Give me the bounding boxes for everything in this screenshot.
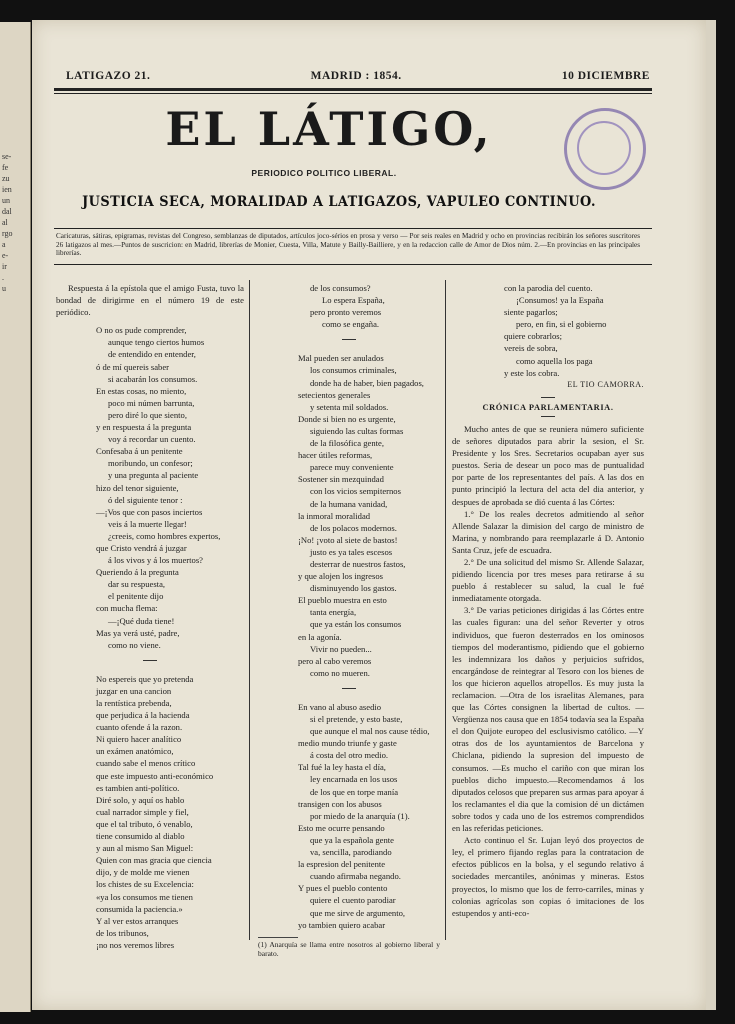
verse-line: pero diré lo que siento, [108,409,187,420]
verse-line: pero pronto veremos [310,307,382,318]
verse-line: con los vicios sempiternos [310,486,401,497]
verse-line: desterrar de nuestros fastos, [310,558,406,569]
verse-line: ¡Consumos! ya la España [516,295,604,306]
verse-line: Sostener sin mezquindad [298,474,384,485]
verse-line: con mucha flema: [96,603,158,614]
verse-line: cuando sabe el menos crítico [96,758,196,769]
left-page-fragment: rgo [2,229,13,238]
verse-line: donde ha de haber, bien pagados, [310,377,424,388]
place-date: MADRID : 1854. [310,70,402,82]
verse-line: dijo, y de molde me vienen [96,867,190,878]
verse-line: Y pues el pueblo contento [298,883,388,894]
verse-line: en la agonía. [298,631,342,642]
column-1-stanza-2 [56,673,244,951]
column-2 [258,282,440,958]
verse-line: va, sencilla, parodiando [310,847,392,858]
left-page-fragment: ien [2,185,12,194]
verse-line: que Cristo vendrá á juzgar [96,542,187,553]
verse-line: poco mi númen barrunta, [108,397,195,408]
column-2-stanza-3 [258,701,440,931]
column-3-stanza [452,282,644,379]
left-page-fragment: . [2,273,4,282]
verse-line: de los que en torpe manía [310,786,399,797]
header-rule-thick [54,88,652,91]
verse-line: y en respuesta á la pregunta [96,422,192,433]
verse-line: de entendido en entender, [108,349,196,360]
separator [541,416,555,417]
author-signature: EL TIO CAMORRA. [567,379,644,389]
verse-line: el penitente dijo [108,591,164,602]
header-rule-thin [54,93,652,94]
column-3 [452,282,644,919]
verse-line: ¡No! ¡voto al siete de bastos! [298,534,398,545]
issue-day: 10 DICIEMBRE [561,70,650,82]
left-page-fragment: u [2,284,6,293]
verse-line: con la parodia del cuento. [504,283,593,293]
verse-line: Ni quiero hacer analítico [96,734,182,745]
left-page-fragment: se- [2,152,12,161]
verse-line: juzgar en una cancion [96,685,172,696]
verse-line: si el pretende, y esto baste, [310,714,403,724]
verse-line: de los consumos? [310,283,371,293]
column-1-intro: Respuesta á la epístola que el amigo Fusta, tuvo la bondad de dirigirme en el número 19 de este periódico. [56,283,244,318]
left-page-fragment: e- [2,251,9,260]
verse-line: pero al cabo veremos [298,655,372,666]
issue-number: LATIGAZO 21. [66,70,151,82]
column-2-stanza-2 [258,352,440,679]
verse-line: parece muy conveniente [310,462,394,473]
verse-line: que ya la española gente [310,834,394,845]
column-1-stanza-1 [56,324,244,651]
verse-line: como no viene. [108,639,161,650]
chronicle-paragraph-3: 2.° De una solicitud del mismo Sr. Allende Salazar, pidiendo licencia por tres meses para retirarse á su pueblo á restablecer su salud, la cual le fué inmediatamente otorgada. [452,556,644,604]
verse-line: voy á recordar un cuento. [108,434,196,445]
verse-line: cuanto ofende á la razon. [96,722,183,733]
newspaper-title: EL LÁTIGO, [165,102,493,156]
masthead-meta [66,70,650,82]
separator [342,688,356,689]
verse-line: Queriendo á la pregunta [96,567,179,578]
verse-line: tiene consumido al diablo [96,831,185,842]
verse-line: Quien con mas gracia que ciencia [96,855,212,866]
verse-line: vereis de sobra, [504,343,558,354]
separator [342,339,356,340]
verse-line: la espresion del penitente [298,859,386,870]
verse-line: á costa del otro medio. [310,750,389,761]
verse-line: setecientos generales [298,389,371,400]
verse-line: yo tambien quiero acabar [298,919,386,930]
verse-line: dar su respuesta, [108,579,166,590]
newspaper-subtitle: PERIODICO POLITICO LIBERAL. [251,168,397,178]
verse-line: y setenta mil soldados. [310,401,389,412]
verse-line: ley encarnada en los usos [310,774,398,785]
verse-line: No espereis que yo pretenda [96,673,194,684]
verse-line: que el tal tributo, ó venablo, [96,818,193,829]
verse-line: Lo espera España, [322,295,385,306]
verse-line: cuando afirmaba negando. [310,871,401,882]
verse-line: moribundo, un confesor; [108,458,193,469]
verse-line: —¡Vos que con pasos inciertos [96,506,203,517]
verse-line: ¿creeis, como hombres expertos, [108,530,221,541]
verse-line: los chistes de su Excelencia: [96,879,194,890]
subscription-notice: Caricaturas, sátiras, epigramas, revistas del Congreso, semblanzas de diputados, artículos joco-sérios en prosa y verso — Por seis reales en Madrid y ocho en provincias recibirán los señores suscritores 26 latigazos al mes.—Puntos de suscricion: en Madrid, librerías de Monier, Cuesta, Villa, Matute y Bailly-Bailliere, y en la redaccion calle de Amor de Dios núm. 2.—En provincias en las principales librerías. [56,232,640,258]
verse-line: ó de mí quereis saber [96,361,170,372]
verse-line: los consumos criminales, [310,365,397,376]
verse-line: y una pregunta al paciente [108,470,199,481]
verse-line: medio mundo triunfe y gaste [298,738,397,749]
verse-line: consumida la paciencia.» [96,903,183,914]
left-page-fragment: al [2,218,8,227]
footnote-rule [258,937,298,938]
verse-line: «ya los consumos me tienen [96,891,193,902]
verse-line: ó del siguiente tenor : [108,494,183,505]
verse-line: Y al ver estos arranques [96,915,179,926]
verse-line: tanta energía, [310,607,357,618]
verse-line: Vivir no pueden... [310,643,372,654]
verse-line: que este impuesto anti-económico [96,770,214,781]
verse-line: transigen con los abusos [298,798,382,809]
left-page-fragment: a [2,240,6,249]
verse-line: Mas ya verá usté, padre, [96,627,180,638]
verse-line: un exámen anatómico, [96,746,174,757]
verse-line: siguiendo las cultas formas [310,425,404,436]
verse-line: que perjudica á la hacienda [96,710,190,721]
verse-line: de los polacos modernos. [310,522,397,533]
verse-line: pero, en fin, si el gobierno [516,319,607,330]
verse-line: hizo del tenor siguiente, [96,482,179,493]
column-divider-2 [445,280,446,940]
chronicle-paragraph-2: 1.° De los reales decretos admitiendo al señor Allende Salazar la dimision del cargo de ministro de Marina, y nombrando para reemplazarle á D. Antonio Santa Cruz, jefe de escuadra. [452,508,644,555]
verse-line: que aunque el mal nos cause tédio, [310,726,430,737]
chronicle-paragraph-4: 3.° De varias peticiones dirigidas á las Córtes entre las cuales figuran: una del señor Reverter y otros individuos, que fueron desterrados en los ominosos tiempos del moderantismo, pidiendo que el gobierno les indemnizara los daños y perjuicios sufridos, encargándose de reintegrar al Tesoro con los bienes de los que hicieron aquellos atropellos. Es muy justa la reclamacion. —Otra de los israelitas Alemanes, para que las Córtes consignen la libertad de cultos. —Vergüenza nos causa que en 1854 todavía sea la España el don Quijote europeo del esclusivismo católico. —Y otras dos de los ayuntamientos de Barcelona y Chiclana, pidiendo la supresion del impuesto de consumos. —Es mucho el cariño con que miran los pueblos dicho impuesto.—Recomendamos á los diputados celosos que preparen sus armas para apoyar á los reclamantes el dia que la comision dé un dictámen sobre todos y cada uno de los estremos comprendidos en las referidas peticiones. [452,605,644,834]
verse-line: si acabarán los consumos. [108,373,198,384]
newspaper-motto: JUSTICIA SECA, MORALIDAD A LATIGAZOS, VAPULEO CONTINUO. [82,194,596,210]
verse-line: Confesaba á un penitente [96,446,183,457]
verse-line: quiere cobrarlos; [504,331,562,342]
verse-line: de la humana vanidad, [310,498,388,509]
verse-line: disminuyendo los gastos. [310,583,397,594]
left-page-fragment: un [2,196,10,205]
separator [143,660,157,661]
verse-line: la rentística prebenda, [96,698,172,708]
left-page-fragment: fe [2,163,9,172]
verse-line: que ya están los consumos [310,619,402,630]
verse-line: En estas cosas, no miento, [96,385,187,396]
page-edge-right [706,20,716,1010]
verse-line: que me sirve de argumento, [310,907,406,918]
verse-line: Mal pueden ser anulados [298,353,384,364]
left-page-edge [0,22,31,1012]
verse-line: de la filosófica gente, [310,438,384,449]
verse-line: á los vivos y á los muertos? [108,555,203,566]
verse-line: hacer útiles reformas, [298,450,373,461]
verse-line: quiere el cuento parodiar [310,895,396,906]
verse-line: O no os pude comprender, [96,325,187,336]
chronicle-paragraph-1: Mucho antes de que se reuniera número suficiente de señores diputados para abrir la sesion, el Sr. Presidente y los Sres. Secretarios ocupaban ayer sus puestos. Seria de desear un poco mas de puntualidad por parte de los representantes del país. A las dos en punto principió la lectura del acta del dia anterior, y despues de aprobada se dió cuenta á las Córtes: [452,423,644,507]
verse-line: aunque tengo ciertos humos [108,337,205,348]
verse-line: como aquella los paga [516,355,593,366]
left-page-fragment: dal [2,207,12,216]
verse-line: Donde si bien no es urgente, [298,413,396,424]
verse-line: Esto me ocurre pensando [298,822,385,833]
verse-line: como se engaña. [322,319,380,330]
verse-line: y este los cobra. [504,367,560,378]
verse-line: justo es ya tales escesos [310,546,393,557]
chronicle-paragraph-5: Acto continuo el Sr. Lujan leyó dos proyectos de ley, el primero fijando reglas para la contratacion de efectos públicos en la bolsa, y el segundo relativo á sociedades mercantiles, anónimas y mineras. Estos proyectos, lo mismo que los de ferro-carriles, minas y colonias agrícolas son copias ó imitaciones de los estupendos y anti-eco- [452,835,644,918]
column-1 [56,282,244,951]
newspaper-page [32,20,706,1010]
verse-line: por miedo de la anarquía (1). [310,810,410,821]
verse-line: El pueblo muestra en esto [298,595,387,606]
verse-line: —¡Qué duda tiene! [108,615,175,626]
verse-line: de los tribunos, [96,927,149,938]
column-divider-1 [249,280,250,940]
footnote: (1) Anarquía se llama entre nosotros al gobierno liberal y barato. [258,939,440,958]
verse-line: como no mueren. [310,667,370,678]
verse-line: la inmoral moralidad [298,510,371,521]
notice-rule-top [54,228,652,229]
verse-line: Diré solo, y aquí os hablo [96,794,185,805]
verse-line: cual narrador simple y fiel, [96,806,189,817]
left-page-fragment: ir [2,262,7,271]
verse-line: ¡no nos veremos libres [96,939,175,950]
section-title: CRÓNICA PARLAMENTARIA. [482,402,614,412]
verse-line: veis á la muerte llegar! [108,518,187,529]
notice-rule-bottom [54,264,652,265]
verse-line: y que alojen los ingresos [298,571,383,582]
verse-line: Tal fué la ley hasta el día, [298,762,386,773]
verse-line: En vano al abuso asedio [298,701,382,712]
verse-line: y aun al mismo San Miguel: [96,843,194,854]
separator [541,397,555,398]
column-2-stanza-1 [258,282,440,330]
verse-line: siente pagarlos; [504,307,558,318]
verse-line: es tambien anti-político. [96,782,180,793]
left-page-fragment: zu [2,174,10,183]
